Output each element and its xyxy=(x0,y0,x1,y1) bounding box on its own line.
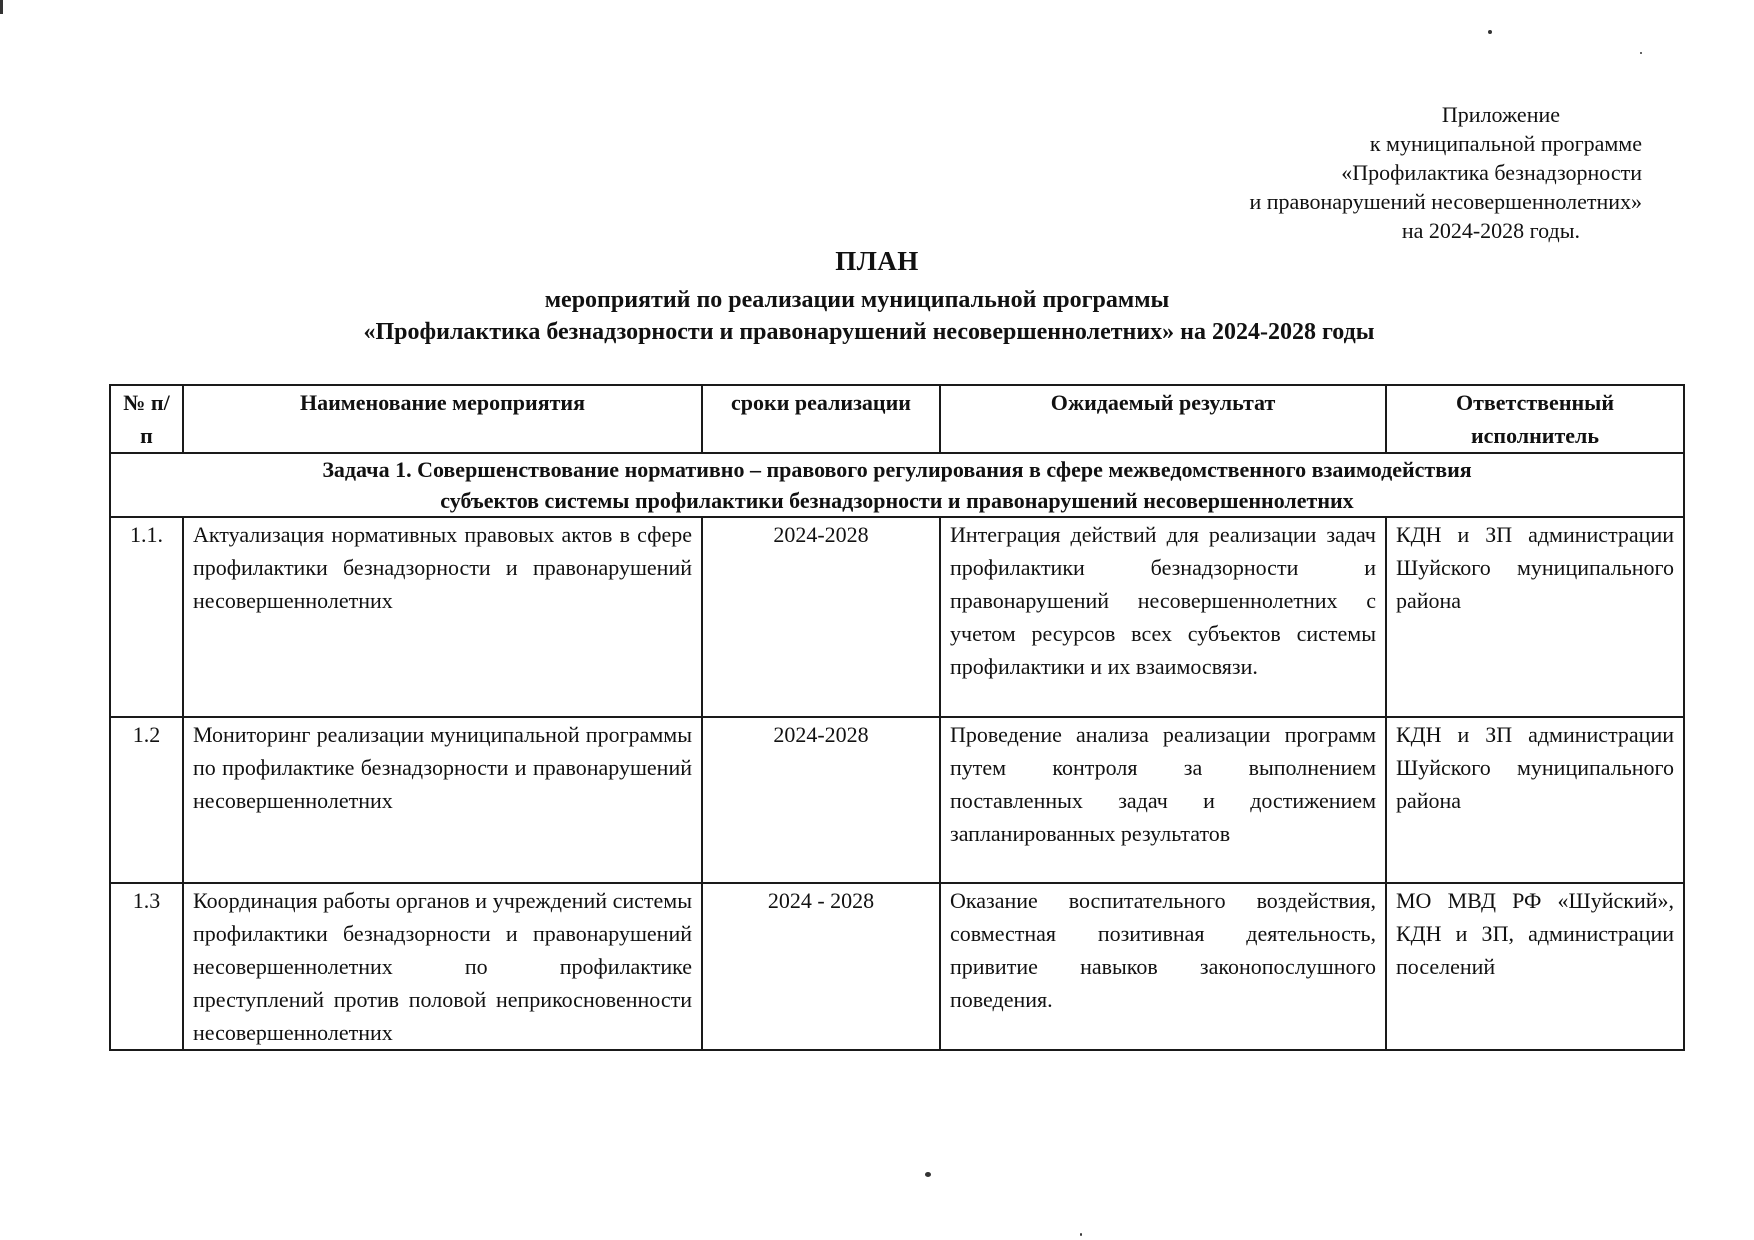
row-name: Актуализация нормативных правовых актов в сфере профилактики безнадзорности и правонарушений несовершеннолетних xyxy=(183,517,702,717)
appendix-line-2: к муниципальной программе xyxy=(1369,131,1642,156)
row-result: Оказание воспитательного воздействия, совместная позитивная деятельность, привитие навыков законопослушного поведения. xyxy=(940,883,1386,1050)
row-dates: 2024-2028 xyxy=(702,717,940,883)
document-title: ПЛАН xyxy=(835,246,919,276)
appendix-line-1: Приложение xyxy=(1441,102,1560,127)
row-dates: 2024-2028 xyxy=(702,517,940,717)
table-row xyxy=(110,717,1684,883)
task-heading-line-1: Задача 1. Совершенствование нормативно – правового регулирования в сфере межведомственного взаимодействия xyxy=(322,457,1472,482)
row-dates: 2024 - 2028 xyxy=(702,883,940,1050)
appendix-line-5: на 2024-2028 годы. xyxy=(1401,218,1580,243)
row-responsible: КДН и ЗП администрации Шуйского муниципального района xyxy=(1386,517,1684,717)
appendix-note xyxy=(1122,100,1642,245)
row-responsible: КДН и ЗП администрации Шуйского муниципального района xyxy=(1386,717,1684,883)
scan-mark xyxy=(0,0,3,14)
task-row xyxy=(110,453,1684,517)
row-num: 1.2 xyxy=(110,717,183,883)
table-row xyxy=(110,517,1684,717)
scan-speck xyxy=(1640,52,1642,54)
row-num: 1.3 xyxy=(110,883,183,1050)
header-responsible: Ответственный исполнитель xyxy=(1386,385,1684,453)
plan-table xyxy=(109,384,1685,1051)
appendix-line-4: и правонарушений несовершеннолетних» xyxy=(1249,189,1642,214)
row-num: 1.1. xyxy=(110,517,183,717)
scan-speck xyxy=(1488,30,1492,34)
task-heading-line-2: субъектов системы профилактики безнадзорности и правонарушений несовершеннолетних xyxy=(440,488,1354,513)
row-result: Проведение анализа реализации программ путем контроля за выполнением поставленных задач и достижением запланированных результатов xyxy=(940,717,1386,883)
row-name: Мониторинг реализации муниципальной программы по профилактике безнадзорности и правонарушений несовершеннолетних xyxy=(183,717,702,883)
row-name: Координация работы органов и учреждений системы профилактики безнадзорности и правонарушений несовершеннолетних по профилактике преступлений против половой неприкосновенности несовершеннолетних xyxy=(183,883,702,1050)
row-result: Интеграция действий для реализации задач профилактики безнадзорности и правонарушений несовершеннолетних с учетом ресурсов всех субъектов системы профилактики и их взаимосвязи. xyxy=(940,517,1386,717)
document-subtitle-line-2: «Профилактика безнадзорности и правонарушений несовершеннолетних» на 2024-2028 годы xyxy=(363,319,1375,345)
header-num: № п/п xyxy=(110,385,183,453)
header-result: Ожидаемый результат xyxy=(940,385,1386,453)
table-row xyxy=(110,883,1684,1050)
scan-speck xyxy=(925,1172,931,1177)
header-name: Наименование мероприятия xyxy=(183,385,702,453)
header-dates: сроки реализации xyxy=(702,385,940,453)
row-responsible: МО МВД РФ «Шуйский», КДН и ЗП, администрации поселений xyxy=(1386,883,1684,1050)
document-subtitle-line-1: мероприятий по реализации муниципальной программы xyxy=(544,287,1170,313)
table-header-row xyxy=(110,385,1684,453)
task-heading xyxy=(110,453,1684,517)
scan-speck xyxy=(1080,1233,1082,1236)
appendix-line-3: «Профилактика безнадзорности xyxy=(1341,160,1642,185)
